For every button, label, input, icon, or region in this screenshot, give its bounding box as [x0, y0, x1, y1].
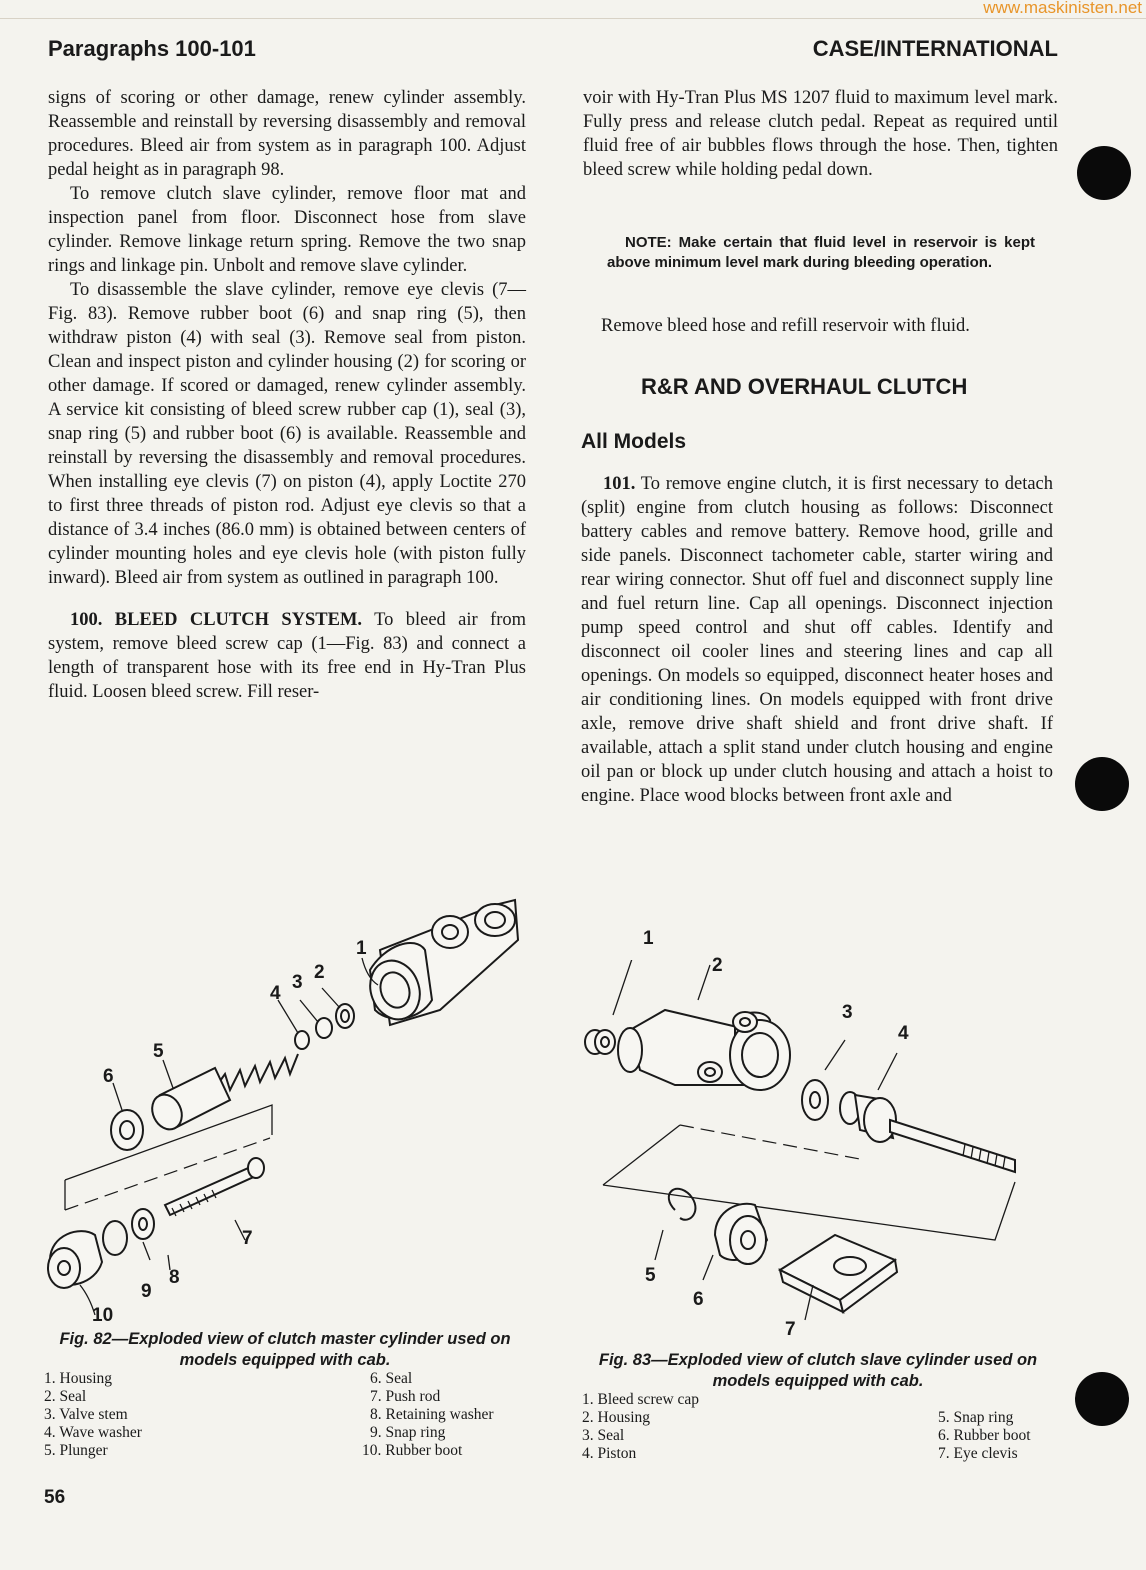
rubber-boot — [48, 1231, 102, 1288]
seal-2 — [336, 1004, 354, 1028]
legend-item: 10. Rubber boot — [362, 1442, 463, 1459]
right-column-top — [583, 86, 1058, 182]
bleeding-note: NOTE: Make certain that fluid level in reservoir is kept above minimum level mark during bleeding operation. — [607, 234, 1035, 271]
spring — [215, 1054, 298, 1090]
fig83-callout: 2 — [712, 955, 723, 976]
paragraph-100-text: To bleed air from system, remove bleed screw cap (1—Fig. 83) and connect a length of transparent hose with its free end in Hy-Tran Plus fluid. Loosen bleed screw. Fill reser- — [48, 610, 527, 702]
eye-clevis — [780, 1235, 897, 1312]
paragraph-101-number: 101. — [603, 474, 636, 494]
paragraph-101-text: To remove engine clutch, it is first necessary to detach (split) engine from clutch housing as follows: Disconnect battery cables and remove battery. Remove hood, grille and side panels. Disconnect tachometer cable, starter wiring and rear wiring connector. Shut off fuel and disconnect supply line and fuel return line. Cap all openings. Disconnect injection pump speed control and shut off cables. Identify and disconnect oil cooler lines and steering lines and cap all openings. On models so equipped, disconnect heater hoses and air conditioning lines. On models equipped with front drive axle, remove drive shaft shield and front drive shaft. If available, attach a split stand under clutch housing and engine oil pan or block up under clutch housing and attach a hoist to engine. Place wood blocks between front axle and — [581, 474, 1054, 806]
binder-hole — [1075, 757, 1129, 811]
legend-item: 3. Valve stem — [44, 1406, 128, 1423]
right-paragraph-2: Remove bleed hose and refill reservoir with fluid. — [601, 316, 970, 336]
left-paragraph-2: To remove clutch slave cylinder, remove floor mat and inspection panel from floor. Disconnect hose from slave cylinder. Remove linkage return spring. Remove the two snap rings and linkage pin. Unbolt and remove slave cylinder. — [48, 184, 526, 276]
fig82-drawing — [40, 890, 540, 1330]
left-column — [48, 86, 526, 704]
slave-cylinder-housing — [618, 1010, 790, 1090]
binder-hole — [1077, 146, 1131, 200]
legend-item: 6. Rubber boot — [938, 1427, 1031, 1444]
fig82-legend-left — [44, 1370, 142, 1460]
seal-6 — [111, 1110, 143, 1150]
binder-hole — [1075, 1372, 1129, 1426]
legend-item: 1. Housing — [44, 1370, 113, 1387]
watermark: www.maskinisten.net — [983, 0, 1142, 17]
legend-item: 3. Seal — [582, 1427, 625, 1444]
fig82-callout: 7 — [242, 1228, 253, 1249]
push-rod — [165, 1158, 264, 1216]
legend-item: 7. Push rod — [370, 1388, 441, 1405]
fig82-callout: 2 — [314, 962, 325, 983]
fig82-caption: Fig. 82—Exploded view of clutch master cylinder used on models equipped with cab. — [59, 1330, 511, 1369]
fig83-caption: Fig. 83—Exploded view of clutch slave cylinder used on models equipped with cab. — [598, 1351, 1038, 1390]
left-paragraph-4 — [48, 608, 526, 704]
legend-item: 4. Wave washer — [44, 1424, 142, 1441]
retaining-washer — [132, 1209, 154, 1239]
fig83-callout: 4 — [898, 1023, 909, 1044]
legend-item: 8. Retaining washer — [370, 1406, 494, 1423]
legend-item: 7. Eye clevis — [938, 1445, 1018, 1462]
legend-item: 6. Seal — [370, 1370, 413, 1387]
fig83-callout: 1 — [643, 928, 654, 949]
page-number: 56 — [44, 1487, 66, 1508]
section-title: R&R AND OVERHAUL CLUTCH — [641, 374, 968, 399]
legend-item: 5. Snap ring — [938, 1409, 1014, 1426]
legend-item: 9. Snap ring — [370, 1424, 446, 1441]
piston — [840, 1092, 1015, 1172]
fig82-legend-right — [362, 1370, 494, 1460]
legend-item: 2. Housing — [582, 1409, 651, 1426]
paragraph-100-title: BLEED CLUTCH SYSTEM. — [114, 610, 363, 630]
top-rule — [0, 18, 1146, 19]
fig82-callout: 6 — [103, 1066, 114, 1087]
fig83-legend-right — [938, 1409, 1031, 1463]
wave-washer — [295, 1031, 309, 1049]
valve-stem — [316, 1018, 332, 1038]
left-paragraph-3: To disassemble the slave cylinder, remove eye clevis (7—Fig. 83). Remove rubber boot (6) and snap ring (5), then withdraw piston (4) with seal (3). Remove seal from piston. Clean and inspect piston and cylinder housing (2) for scoring or other damage. If scored or damaged, renew cylinder assembly. A service kit consisting of bleed screw rubber cap (1), seal (3), snap ring (5) and rubber boot (6) is available. Reassemble and reinstall by reversing the disassembly and removal procedures. When installing eye clevis (7) on piston (4), apply Loctite 270 to first three threads of piston rod. Adjust eye clevis so that a distance of 3.4 inches (86.0 mm) is obtained between centers of cylinder mounting holes and eye clevis hole (with piston fully inward). Bleed air from system as outlined in paragraph 100. — [48, 280, 526, 588]
legend-item: 5. Plunger — [44, 1442, 108, 1459]
rubber-boot — [715, 1204, 767, 1264]
left-paragraph-1: signs of scoring or other damage, renew cylinder assembly. Reassemble and reinstall by reversing disassembly and removal procedures. Bleed air from system as in paragraph 100. Adjust pedal height as in paragraph 98. — [48, 88, 526, 180]
subsection-title: All Models — [581, 430, 687, 453]
legend-item: 1. Bleed screw cap — [582, 1391, 700, 1408]
fig83-callout: 7 — [785, 1319, 796, 1340]
right-column-body — [581, 472, 1053, 808]
fig82-callout: 10 — [92, 1305, 114, 1326]
fig82-callout: 9 — [141, 1281, 152, 1302]
paragraph-100-number: 100. — [70, 610, 103, 630]
fig82-callout: 1 — [356, 938, 367, 959]
header-paragraphs: Paragraphs 100-101 — [48, 36, 256, 61]
seal-3 — [802, 1080, 828, 1120]
right-paragraph-3 — [581, 472, 1053, 808]
fig82-callout: 3 — [292, 972, 303, 993]
legend-item: 4. Piston — [582, 1445, 637, 1462]
fig83-callout: 5 — [645, 1265, 656, 1286]
fig82-callout: 8 — [169, 1267, 180, 1288]
snap-ring — [669, 1189, 696, 1220]
master-cylinder-housing — [362, 900, 518, 1026]
snap-ring — [103, 1221, 127, 1255]
fig82-callout: 4 — [270, 983, 281, 1004]
fig83-callout: 3 — [842, 1002, 853, 1023]
fig83-legend-left — [582, 1391, 699, 1463]
legend-item: 2. Seal — [44, 1388, 87, 1405]
right-paragraph-1: voir with Hy-Tran Plus MS 1207 fluid to maximum level mark. Fully press and release clutch pedal. Repeat as required until fluid free of air bubbles flows through the hose. Then, tighten bleed screw while holding pedal down. — [583, 88, 1058, 180]
fig82-callout: 5 — [153, 1041, 164, 1062]
header-manufacturer: CASE/INTERNATIONAL — [812, 36, 1058, 61]
fig83-callout: 6 — [693, 1289, 704, 1310]
